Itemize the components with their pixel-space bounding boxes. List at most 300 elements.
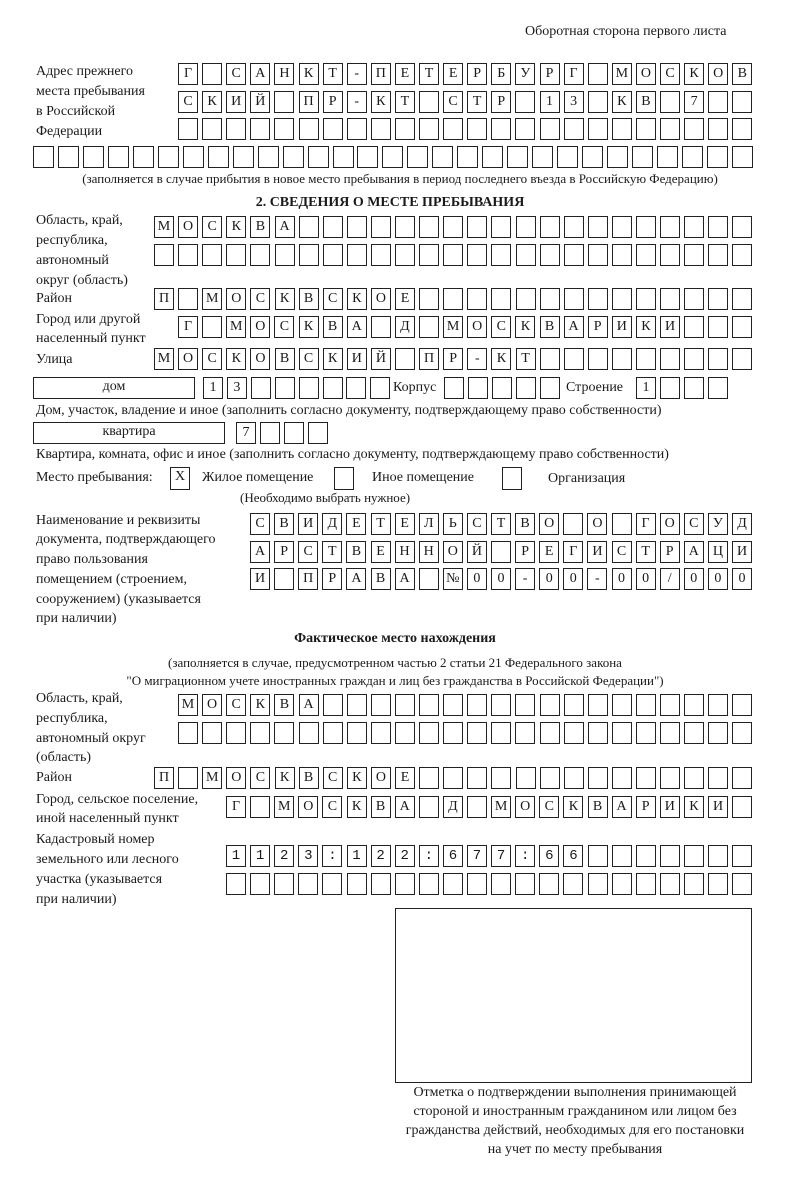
char-cell[interactable] <box>491 722 511 744</box>
char-cell[interactable] <box>298 873 318 895</box>
char-cell[interactable]: Р <box>515 541 535 563</box>
char-cell[interactable]: П <box>298 568 318 590</box>
char-cell[interactable]: В <box>636 91 656 113</box>
char-cell[interactable]: М <box>274 796 294 818</box>
char-cell[interactable] <box>708 845 728 867</box>
char-cell[interactable] <box>274 118 294 140</box>
char-cell[interactable] <box>682 146 703 168</box>
char-cell[interactable]: Г <box>563 541 583 563</box>
char-cell[interactable] <box>612 694 632 716</box>
char-cell[interactable] <box>563 513 583 535</box>
char-cell[interactable]: К <box>371 91 391 113</box>
char-cell[interactable]: Т <box>322 541 342 563</box>
char-cell[interactable]: С <box>491 316 511 338</box>
char-cell[interactable]: 0 <box>636 568 656 590</box>
char-cell[interactable] <box>467 873 487 895</box>
char-cell[interactable] <box>208 146 229 168</box>
char-cell[interactable]: К <box>347 796 367 818</box>
char-cell[interactable] <box>582 146 603 168</box>
char-cell[interactable] <box>732 216 752 238</box>
char-cell[interactable]: Г <box>226 796 246 818</box>
char-cell[interactable]: 1 <box>203 377 223 399</box>
char-cell[interactable] <box>507 146 528 168</box>
char-cell[interactable]: К <box>612 91 632 113</box>
char-cell[interactable]: Р <box>467 63 487 85</box>
char-cell[interactable]: В <box>371 568 391 590</box>
char-cell[interactable]: М <box>491 796 511 818</box>
char-cell[interactable]: - <box>347 91 367 113</box>
char-cell[interactable]: У <box>708 513 728 535</box>
char-cell[interactable] <box>732 146 753 168</box>
char-cell[interactable]: О <box>660 513 680 535</box>
char-cell[interactable] <box>443 767 463 789</box>
char-cell[interactable]: 0 <box>539 568 559 590</box>
char-cell[interactable]: С <box>612 541 632 563</box>
char-cell[interactable] <box>395 244 415 266</box>
char-cell[interactable] <box>382 146 403 168</box>
char-cell[interactable] <box>258 146 279 168</box>
char-cell[interactable] <box>612 873 632 895</box>
char-cell[interactable] <box>357 146 378 168</box>
char-cell[interactable] <box>250 244 270 266</box>
char-cell[interactable]: А <box>395 796 415 818</box>
char-cell[interactable]: 1 <box>636 377 656 399</box>
char-cell[interactable]: С <box>274 316 294 338</box>
char-cell[interactable] <box>432 146 453 168</box>
char-cell[interactable] <box>274 873 294 895</box>
char-cell[interactable]: И <box>708 796 728 818</box>
char-cell[interactable] <box>636 873 656 895</box>
char-cell[interactable]: Й <box>250 91 270 113</box>
char-cell[interactable]: 0 <box>684 568 704 590</box>
char-cell[interactable] <box>233 146 254 168</box>
char-cell[interactable] <box>395 722 415 744</box>
char-cell[interactable] <box>515 118 535 140</box>
char-cell[interactable] <box>419 216 439 238</box>
char-cell[interactable] <box>202 63 222 85</box>
char-cell[interactable] <box>467 216 487 238</box>
char-cell[interactable]: Р <box>588 316 608 338</box>
char-cell[interactable] <box>660 845 680 867</box>
char-cell[interactable] <box>732 796 752 818</box>
char-cell[interactable] <box>443 118 463 140</box>
char-cell[interactable]: 0 <box>467 568 487 590</box>
char-cell[interactable]: О <box>636 63 656 85</box>
char-cell[interactable] <box>660 288 680 310</box>
char-cell[interactable] <box>660 91 680 113</box>
char-cell[interactable]: В <box>371 796 391 818</box>
char-cell[interactable] <box>419 118 439 140</box>
char-cell[interactable]: 0 <box>563 568 583 590</box>
char-cell[interactable] <box>564 244 584 266</box>
char-cell[interactable] <box>250 873 270 895</box>
char-cell[interactable] <box>708 216 728 238</box>
char-cell[interactable] <box>684 722 704 744</box>
char-cell[interactable]: К <box>347 288 367 310</box>
char-cell[interactable] <box>250 118 270 140</box>
char-cell[interactable]: Ц <box>708 541 728 563</box>
char-cell[interactable] <box>395 216 415 238</box>
char-cell[interactable]: - <box>587 568 607 590</box>
char-cell[interactable] <box>684 694 704 716</box>
char-cell[interactable] <box>612 767 632 789</box>
char-cell[interactable] <box>636 244 656 266</box>
char-cell[interactable]: В <box>275 348 295 370</box>
char-cell[interactable]: О <box>587 513 607 535</box>
apartment-type-field[interactable]: квартира <box>33 422 225 444</box>
char-cell[interactable]: Т <box>419 63 439 85</box>
char-cell[interactable] <box>395 694 415 716</box>
char-cell[interactable] <box>607 146 628 168</box>
char-cell[interactable]: 3 <box>564 91 584 113</box>
char-cell[interactable]: И <box>660 796 680 818</box>
char-cell[interactable] <box>660 377 680 399</box>
char-cell[interactable] <box>491 244 511 266</box>
char-cell[interactable]: М <box>154 348 174 370</box>
char-cell[interactable] <box>732 348 752 370</box>
char-cell[interactable] <box>660 767 680 789</box>
char-cell[interactable] <box>226 873 246 895</box>
char-cell[interactable] <box>540 216 560 238</box>
char-cell[interactable] <box>371 244 391 266</box>
char-cell[interactable] <box>323 694 343 716</box>
char-cell[interactable] <box>467 244 487 266</box>
char-cell[interactable] <box>588 722 608 744</box>
char-cell[interactable] <box>371 873 391 895</box>
char-cell[interactable] <box>202 244 222 266</box>
char-cell[interactable] <box>395 348 415 370</box>
char-cell[interactable] <box>732 873 752 895</box>
char-cell[interactable]: К <box>491 348 511 370</box>
char-cell[interactable] <box>443 288 463 310</box>
char-cell[interactable]: О <box>298 796 318 818</box>
char-cell[interactable] <box>308 146 329 168</box>
char-cell[interactable]: М <box>202 767 222 789</box>
char-cell[interactable]: К <box>275 767 295 789</box>
char-cell[interactable] <box>612 216 632 238</box>
char-cell[interactable]: И <box>226 91 246 113</box>
char-cell[interactable] <box>515 873 535 895</box>
char-cell[interactable]: Д <box>395 316 415 338</box>
char-cell[interactable] <box>612 845 632 867</box>
char-cell[interactable]: С <box>250 767 270 789</box>
char-cell[interactable] <box>371 722 391 744</box>
char-cell[interactable] <box>108 146 129 168</box>
char-cell[interactable]: С <box>467 513 487 535</box>
char-cell[interactable] <box>347 216 367 238</box>
char-cell[interactable] <box>443 722 463 744</box>
char-cell[interactable] <box>636 767 656 789</box>
char-cell[interactable] <box>158 146 179 168</box>
char-cell[interactable] <box>178 288 198 310</box>
char-cell[interactable]: Р <box>540 63 560 85</box>
char-cell[interactable] <box>347 873 367 895</box>
char-cell[interactable]: № <box>443 568 463 590</box>
char-cell[interactable] <box>540 377 560 399</box>
char-cell[interactable]: Ь <box>443 513 463 535</box>
char-cell[interactable]: Н <box>419 541 439 563</box>
char-cell[interactable] <box>684 244 704 266</box>
char-cell[interactable]: Е <box>395 288 415 310</box>
char-cell[interactable] <box>83 146 104 168</box>
char-cell[interactable] <box>419 767 439 789</box>
char-cell[interactable] <box>260 422 280 444</box>
char-cell[interactable] <box>274 722 294 744</box>
char-cell[interactable] <box>612 244 632 266</box>
char-cell[interactable]: 0 <box>708 568 728 590</box>
char-cell[interactable]: С <box>250 288 270 310</box>
char-cell[interactable]: Б <box>491 63 511 85</box>
char-cell[interactable] <box>133 146 154 168</box>
char-cell[interactable]: В <box>732 63 752 85</box>
char-cell[interactable] <box>491 767 511 789</box>
char-cell[interactable]: - <box>515 568 535 590</box>
char-cell[interactable] <box>660 216 680 238</box>
char-cell[interactable]: О <box>443 541 463 563</box>
char-cell[interactable]: О <box>708 63 728 85</box>
char-cell[interactable] <box>732 91 752 113</box>
char-cell[interactable] <box>346 377 366 399</box>
char-cell[interactable] <box>540 767 560 789</box>
char-cell[interactable]: В <box>515 513 535 535</box>
char-cell[interactable]: 1 <box>540 91 560 113</box>
char-cell[interactable] <box>540 348 560 370</box>
char-cell[interactable]: С <box>322 796 342 818</box>
char-cell[interactable]: С <box>298 541 318 563</box>
char-cell[interactable] <box>732 288 752 310</box>
char-cell[interactable] <box>612 288 632 310</box>
char-cell[interactable] <box>732 767 752 789</box>
char-cell[interactable]: Т <box>636 541 656 563</box>
char-cell[interactable] <box>564 288 584 310</box>
char-cell[interactable]: А <box>346 568 366 590</box>
char-cell[interactable]: П <box>299 91 319 113</box>
char-cell[interactable] <box>636 722 656 744</box>
char-cell[interactable]: А <box>275 216 295 238</box>
char-cell[interactable]: В <box>540 316 560 338</box>
char-cell[interactable]: И <box>347 348 367 370</box>
char-cell[interactable]: К <box>299 316 319 338</box>
char-cell[interactable] <box>588 91 608 113</box>
char-cell[interactable] <box>684 118 704 140</box>
char-cell[interactable] <box>684 316 704 338</box>
char-cell[interactable] <box>564 118 584 140</box>
char-cell[interactable]: К <box>323 348 343 370</box>
char-cell[interactable] <box>419 796 439 818</box>
char-cell[interactable] <box>708 118 728 140</box>
char-cell[interactable]: М <box>226 316 246 338</box>
char-cell[interactable] <box>299 722 319 744</box>
char-cell[interactable]: Н <box>274 63 294 85</box>
char-cell[interactable]: А <box>299 694 319 716</box>
char-cell[interactable]: Е <box>395 63 415 85</box>
char-cell[interactable] <box>540 118 560 140</box>
char-cell[interactable]: 0 <box>612 568 632 590</box>
char-cell[interactable]: 3 <box>227 377 247 399</box>
char-cell[interactable]: Е <box>395 767 415 789</box>
char-cell[interactable] <box>540 694 560 716</box>
char-cell[interactable] <box>660 348 680 370</box>
char-cell[interactable] <box>202 118 222 140</box>
char-cell[interactable] <box>660 694 680 716</box>
char-cell[interactable]: Т <box>516 348 536 370</box>
char-cell[interactable]: Р <box>274 541 294 563</box>
char-cell[interactable] <box>636 694 656 716</box>
char-cell[interactable] <box>636 845 656 867</box>
char-cell[interactable] <box>564 722 584 744</box>
char-cell[interactable] <box>323 722 343 744</box>
char-cell[interactable] <box>564 216 584 238</box>
stay-option-other-checkbox[interactable] <box>334 467 354 490</box>
char-cell[interactable] <box>226 244 246 266</box>
char-cell[interactable]: Р <box>660 541 680 563</box>
char-cell[interactable]: Т <box>491 513 511 535</box>
char-cell[interactable] <box>275 377 295 399</box>
char-cell[interactable]: В <box>299 288 319 310</box>
char-cell[interactable]: С <box>323 288 343 310</box>
char-cell[interactable] <box>516 216 536 238</box>
char-cell[interactable] <box>588 767 608 789</box>
char-cell[interactable]: Е <box>371 541 391 563</box>
char-cell[interactable] <box>660 118 680 140</box>
char-cell[interactable] <box>732 694 752 716</box>
char-cell[interactable] <box>250 796 270 818</box>
char-cell[interactable]: К <box>347 767 367 789</box>
char-cell[interactable] <box>491 873 511 895</box>
char-cell[interactable]: Т <box>467 91 487 113</box>
char-cell[interactable] <box>684 348 704 370</box>
char-cell[interactable] <box>371 316 391 338</box>
char-cell[interactable]: Р <box>636 796 656 818</box>
char-cell[interactable] <box>274 568 294 590</box>
char-cell[interactable] <box>274 91 294 113</box>
char-cell[interactable] <box>323 216 343 238</box>
char-cell[interactable]: К <box>563 796 583 818</box>
char-cell[interactable] <box>684 288 704 310</box>
char-cell[interactable] <box>275 244 295 266</box>
char-cell[interactable] <box>612 513 632 535</box>
char-cell[interactable] <box>202 722 222 744</box>
char-cell[interactable]: С <box>202 216 222 238</box>
char-cell[interactable]: Г <box>178 63 198 85</box>
char-cell[interactable] <box>708 288 728 310</box>
char-cell[interactable] <box>202 316 222 338</box>
char-cell[interactable] <box>457 146 478 168</box>
char-cell[interactable]: И <box>587 541 607 563</box>
char-cell[interactable]: 0 <box>491 568 511 590</box>
char-cell[interactable] <box>660 873 680 895</box>
char-cell[interactable] <box>532 146 553 168</box>
char-cell[interactable]: Р <box>322 568 342 590</box>
char-cell[interactable]: Т <box>371 513 391 535</box>
char-cell[interactable] <box>299 377 319 399</box>
stay-option-organization-checkbox[interactable] <box>502 467 522 490</box>
char-cell[interactable]: К <box>299 63 319 85</box>
char-cell[interactable]: В <box>274 513 294 535</box>
char-cell[interactable]: В <box>250 216 270 238</box>
char-cell[interactable]: Т <box>395 91 415 113</box>
char-cell[interactable]: И <box>298 513 318 535</box>
char-cell[interactable] <box>708 694 728 716</box>
char-cell[interactable] <box>347 244 367 266</box>
char-cell[interactable]: К <box>684 63 704 85</box>
char-cell[interactable]: В <box>346 541 366 563</box>
char-cell[interactable] <box>708 873 728 895</box>
char-cell[interactable] <box>612 722 632 744</box>
char-cell[interactable] <box>467 118 487 140</box>
char-cell[interactable] <box>636 216 656 238</box>
char-cell[interactable]: К <box>250 694 270 716</box>
char-cell[interactable] <box>612 118 632 140</box>
char-cell[interactable] <box>515 722 535 744</box>
char-cell[interactable]: Л <box>419 513 439 535</box>
char-cell[interactable] <box>491 216 511 238</box>
char-cell[interactable] <box>395 118 415 140</box>
char-cell[interactable] <box>516 377 536 399</box>
char-cell[interactable]: В <box>274 694 294 716</box>
char-cell[interactable] <box>708 244 728 266</box>
char-cell[interactable] <box>708 91 728 113</box>
char-cell[interactable]: М <box>443 316 463 338</box>
char-cell[interactable] <box>178 118 198 140</box>
char-cell[interactable] <box>482 146 503 168</box>
char-cell[interactable]: М <box>154 216 174 238</box>
char-cell[interactable]: С <box>226 63 246 85</box>
char-cell[interactable]: А <box>250 63 270 85</box>
char-cell[interactable] <box>684 845 704 867</box>
char-cell[interactable] <box>684 767 704 789</box>
char-cell[interactable] <box>660 244 680 266</box>
char-cell[interactable] <box>371 694 391 716</box>
char-cell[interactable] <box>588 244 608 266</box>
char-cell[interactable]: С <box>323 767 343 789</box>
char-cell[interactable]: С <box>299 348 319 370</box>
char-cell[interactable]: К <box>684 796 704 818</box>
char-cell[interactable] <box>557 146 578 168</box>
char-cell[interactable] <box>732 845 752 867</box>
char-cell[interactable] <box>491 118 511 140</box>
char-cell[interactable] <box>308 422 328 444</box>
char-cell[interactable] <box>347 722 367 744</box>
char-cell[interactable] <box>491 288 511 310</box>
char-cell[interactable]: О <box>226 288 246 310</box>
char-cell[interactable] <box>154 244 174 266</box>
char-cell[interactable]: С <box>226 694 246 716</box>
char-cell[interactable]: 7 <box>684 91 704 113</box>
char-cell[interactable] <box>588 873 608 895</box>
char-cell[interactable]: И <box>660 316 680 338</box>
char-cell[interactable] <box>588 216 608 238</box>
char-cell[interactable] <box>708 348 728 370</box>
char-cell[interactable] <box>395 873 415 895</box>
char-cell[interactable]: А <box>250 541 270 563</box>
char-cell[interactable] <box>732 118 752 140</box>
char-cell[interactable] <box>322 873 342 895</box>
char-cell[interactable]: Е <box>443 63 463 85</box>
char-cell[interactable] <box>419 694 439 716</box>
stay-option-residential-checkbox[interactable]: X <box>170 467 190 490</box>
char-cell[interactable] <box>684 873 704 895</box>
char-cell[interactable] <box>444 377 464 399</box>
char-cell[interactable] <box>333 146 354 168</box>
char-cell[interactable]: О <box>202 694 222 716</box>
char-cell[interactable] <box>299 244 319 266</box>
char-cell[interactable]: И <box>732 541 752 563</box>
char-cell[interactable]: О <box>250 348 270 370</box>
char-cell[interactable] <box>564 348 584 370</box>
char-cell[interactable] <box>516 288 536 310</box>
char-cell[interactable] <box>636 288 656 310</box>
